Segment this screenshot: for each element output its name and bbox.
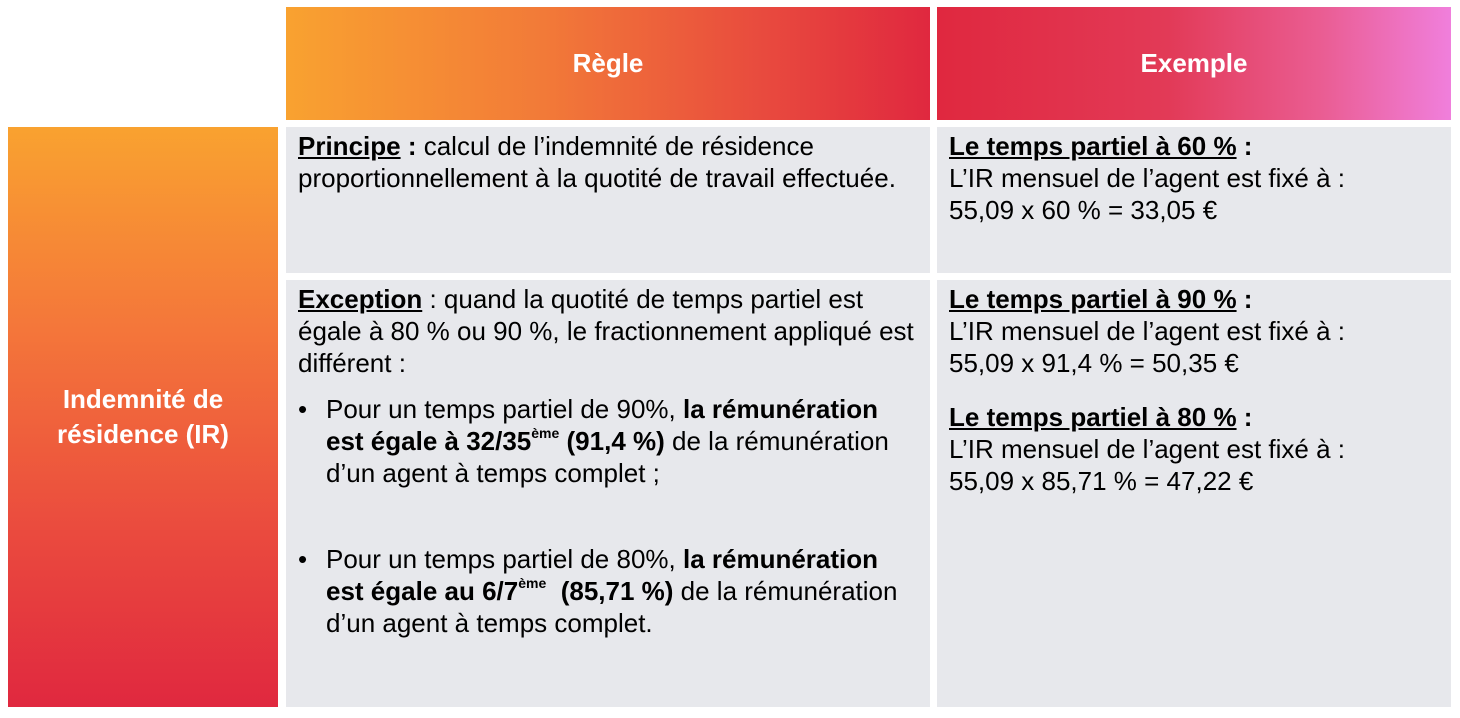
principe-title: Principe [298, 131, 401, 161]
bullet-90-sup: ème [531, 425, 560, 441]
header-regle [286, 7, 930, 120]
row-label-indemnite [8, 127, 278, 707]
exception-bullet-90 [298, 393, 918, 489]
row-label-line1: Indemnité de [62, 384, 224, 414]
bullet-80-sup: ème [518, 575, 547, 591]
example-80-title: Le temps partiel à 80 % [949, 402, 1237, 432]
example-80-line2: 55,09 x 85,71 % = 47,22 € [949, 466, 1254, 496]
example-60-line2: 55,09 x 60 % = 33,05 € [949, 195, 1218, 225]
exception-cell [286, 280, 930, 707]
example-90-title: Le temps partiel à 90 % [949, 284, 1237, 314]
bullet-80-bold: la rémunération est égale au 6/7 [326, 544, 879, 606]
example-60-line1: L’IR mensuel de l’agent est fixé à : [949, 163, 1346, 193]
exception-intro [298, 283, 918, 379]
bullet-80-post: de la rémunération d’un agent à temps complet. [326, 576, 898, 638]
example-90-colon: : [1236, 284, 1253, 314]
principe-colon: : [400, 131, 417, 161]
example-60-colon: : [1236, 131, 1253, 161]
row-label-line2: résidence (IR) [57, 419, 229, 449]
exception-bullet-80 [298, 543, 918, 639]
principe-cell [286, 127, 930, 273]
example-90-line1: L’IR mensuel de l’agent est fixé à : [949, 316, 1346, 346]
bullet-dot: • [298, 544, 308, 574]
exception-text: : quand la quotité de temps partiel est égale à 80 % ou 90 %, le fractionnement appliqué est différent : [298, 284, 914, 378]
example-60-title: Le temps partiel à 60 % [949, 131, 1237, 161]
header-regle-label: Règle [572, 48, 644, 78]
bullet-90-post: de la rémunération d’un agent à temps complet ; [326, 426, 889, 488]
example-80-line1: L’IR mensuel de l’agent est fixé à : [949, 434, 1346, 464]
bullet-80-pre: Pour un temps partiel de 80%, [326, 544, 683, 574]
principe-text: calcul de l’indemnité de résidence proportionnellement à la quotité de travail effectuée. [298, 131, 896, 193]
example-60-cell [937, 127, 1451, 273]
header-exemple [937, 7, 1451, 120]
header-exemple-label: Exemple [1140, 48, 1248, 78]
bullet-80-percent: (85,71 %) [546, 576, 674, 606]
exception-title: Exception [298, 284, 423, 314]
bullet-90-bold: la rémunération est égale à 32/35 [326, 394, 879, 456]
example-80-colon: : [1236, 402, 1253, 432]
bullet-dot: • [298, 394, 308, 424]
example-90-80-cell [937, 280, 1451, 707]
bullet-90-pre: Pour un temps partiel de 90%, [326, 394, 683, 424]
bullet-90-percent: (91,4 %) [559, 426, 665, 456]
example-90-line2: 55,09 x 91,4 % = 50,35 € [949, 348, 1239, 378]
